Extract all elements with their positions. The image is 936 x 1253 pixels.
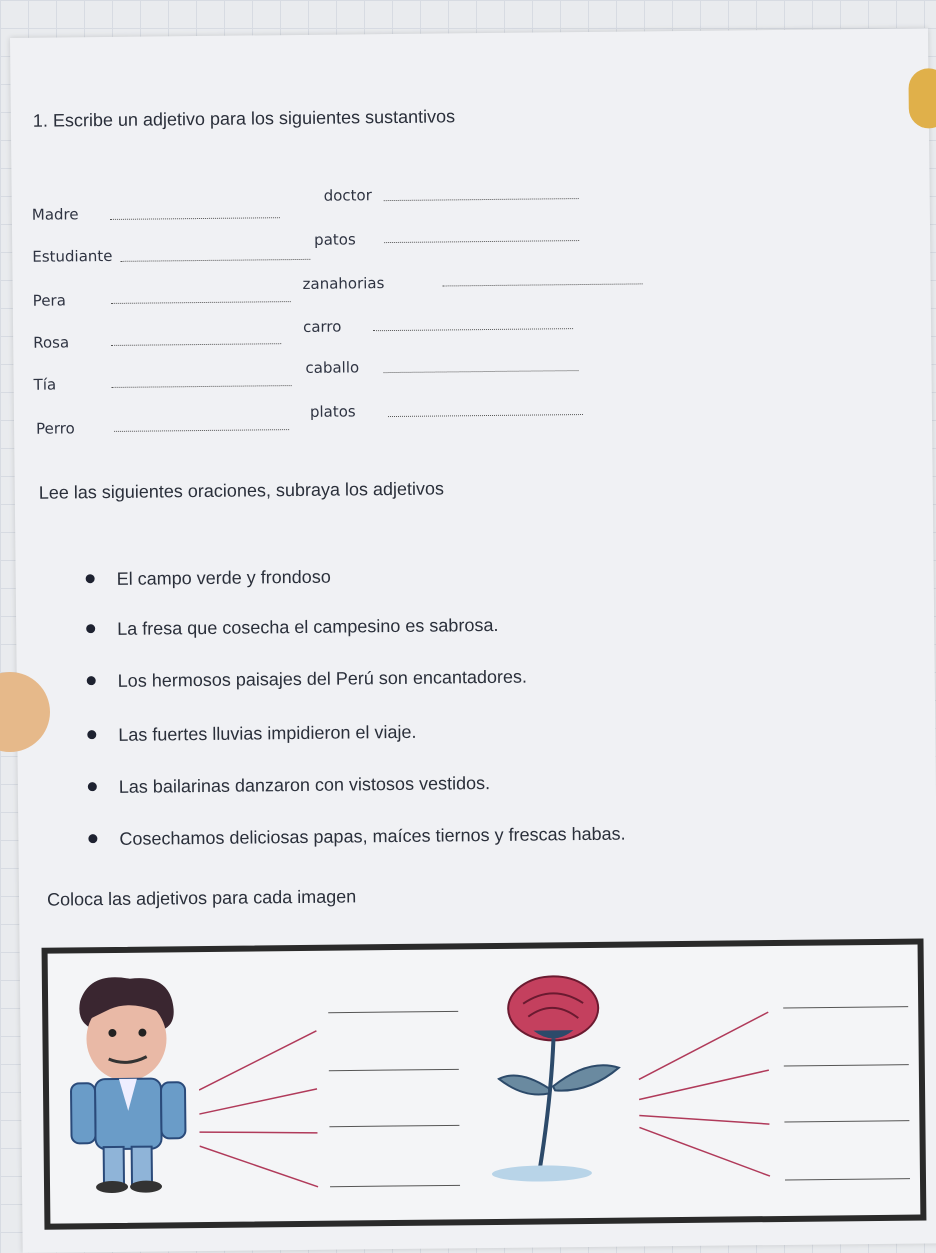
worksheet-page [10, 28, 936, 1253]
noun-left-2: Estudiante [32, 246, 113, 266]
answer-line [329, 1069, 459, 1070]
answer-line [785, 1179, 910, 1180]
answer-line [329, 1125, 459, 1126]
answer-line[interactable] [111, 343, 281, 346]
answer-line[interactable] [373, 328, 573, 331]
sentence-item: Los hermosos paisajes del Perú son encantadores. [87, 667, 527, 693]
noun-left-5: Tía [33, 375, 57, 394]
sentence-item: La fresa que cosecha el campesino es sabrosa. [86, 615, 498, 640]
answer-line[interactable] [114, 429, 289, 432]
arrow [639, 1070, 769, 1099]
answer-line[interactable] [384, 240, 579, 243]
sentence-item: Las bailarinas danzaron con vistosos vestidos. [88, 773, 490, 798]
sentence-item: El campo verde y frondoso [86, 567, 331, 591]
bullet-icon [86, 574, 95, 583]
answer-line[interactable] [110, 217, 280, 220]
arrow [198, 1031, 317, 1090]
answer-line [784, 1121, 909, 1122]
background-object [908, 68, 936, 128]
image-frame [42, 938, 927, 1229]
noun-right-3: zanahorias [302, 274, 385, 293]
noun-right-2: patos [314, 230, 356, 249]
answer-line[interactable] [384, 198, 579, 201]
rose-drawing [478, 967, 650, 1199]
right-arrows [628, 985, 915, 1198]
noun-left-3: Pera [32, 291, 66, 310]
answer-line [330, 1185, 460, 1186]
noun-right-6: platos [309, 402, 356, 421]
bullet-icon [88, 834, 97, 843]
exercise2-title: Lee las siguientes oraciones, subraya los adjetivos [38, 478, 445, 503]
answer-line[interactable] [120, 259, 310, 262]
bullet-icon [86, 624, 95, 633]
exercise1-title: 1. Escribe un adjetivo para los siguientes sustantivos [32, 106, 456, 131]
man-drawing [60, 970, 202, 1201]
arrow [639, 1114, 769, 1125]
noun-left-4: Rosa [33, 333, 70, 352]
answer-line[interactable] [111, 301, 291, 304]
answer-line[interactable] [388, 414, 583, 417]
arrow [199, 1131, 317, 1134]
answer-line [783, 1007, 908, 1008]
bullet-icon [87, 676, 96, 685]
arrow [199, 1089, 317, 1114]
arrow [638, 1012, 769, 1079]
arrow [200, 1145, 318, 1188]
sentence-item: Cosechamos deliciosas papas, maíces tiernos y frescas habas. [88, 824, 625, 851]
noun-left-6: Perro [35, 419, 75, 438]
noun-right-5: caballo [305, 358, 360, 377]
exercise3-title: Coloca las adjetivos para cada imagen [46, 886, 357, 910]
answer-line[interactable] [112, 385, 292, 388]
bullet-icon [88, 782, 97, 791]
answer-line [328, 1011, 458, 1012]
answer-line [784, 1065, 909, 1066]
bullet-icon [87, 730, 96, 739]
left-arrows [198, 989, 500, 1202]
answer-line[interactable] [443, 283, 643, 286]
noun-right-1: doctor [323, 186, 372, 205]
noun-left-1: Madre [31, 205, 79, 224]
answer-line[interactable] [384, 370, 579, 373]
sentence-item: Las fuertes lluvias impidieron el viaje. [87, 722, 416, 746]
arrow [639, 1126, 770, 1177]
noun-right-4: carro [302, 317, 342, 336]
